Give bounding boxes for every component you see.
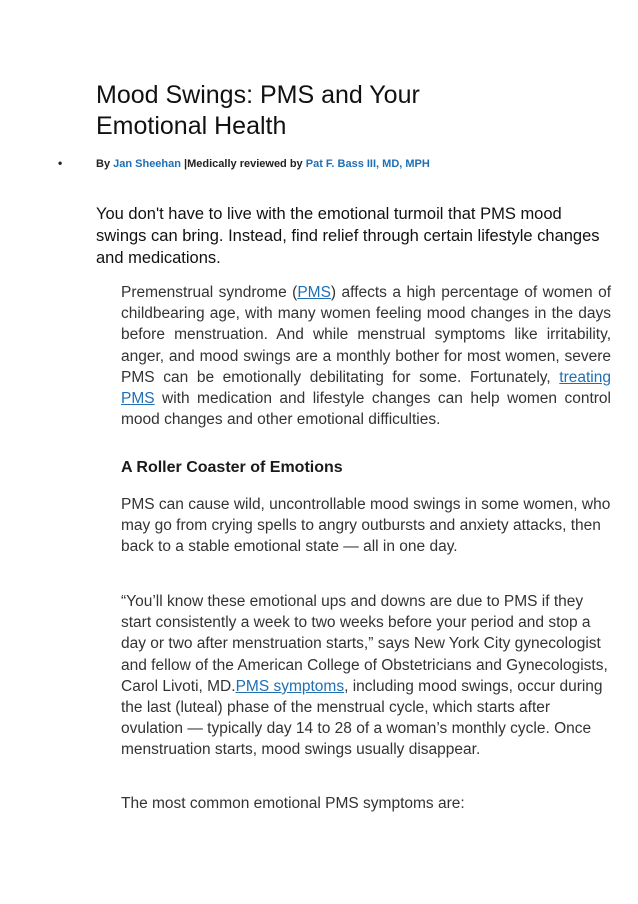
section-heading: A Roller Coaster of Emotions (121, 459, 343, 476)
pms-symptoms-link[interactable]: PMS symptoms (235, 677, 345, 695)
paragraph-3-text-b: , including mood swings, occur during the last (luteal) phase of the menstrual cycle, which starts after ovulation — typically day 14 to 28 of a woman’s monthly cycle. Once menstruation starts, mood swings usually disappear. (121, 677, 603, 759)
pms-link[interactable]: PMS (297, 284, 331, 301)
paragraph-4: The most common emotional PMS symptoms are: (121, 795, 465, 812)
byline-by: By (96, 158, 114, 170)
byline-separator: |Medically reviewed by (180, 158, 306, 170)
article-intro: You don't have to live with the emotional turmoil that PMS mood swings can bring. Instead, find relief through certain lifestyle changes and medications. (96, 205, 600, 267)
treating-pms-link[interactable]: treating PMS (121, 368, 611, 408)
article-title: Mood Swings: PMS and Your Emotional Health (96, 81, 420, 140)
paragraph-1-text-a: Premenstrual syndrome ( (121, 284, 298, 301)
paragraph-1-text-c: with medication and lifestyle changes can help women control mood changes and other emotional difficulties. (121, 390, 611, 429)
paragraph-3-text-a: “You’ll know these emotional ups and downs are due to PMS if they start consistently a week to two weeks before your period and stop a day or two after menstruation starts,” says New York City gynecologist and fellow of the American College of Obstetricians and Gynecologists, Carol Livoti, MD. (121, 593, 608, 695)
paragraph-1 (121, 282, 611, 430)
reviewer-link[interactable]: Pat F. Bass III, MD, MPH (305, 158, 430, 170)
author-link[interactable]: Jan Sheehan (113, 158, 181, 170)
byline-bullet: • (58, 156, 63, 170)
paragraph-1-text-b: ) affects a high percentage of women of childbearing age, with many women feeling mood changes in the days before menstruation. And while menstrual symptoms like irritability, anger, and mood swings are a monthly bother for most women, severe PMS can be emotionally debilitating for some. Fortunately, (121, 284, 611, 386)
paragraph-3 (121, 591, 611, 761)
paragraph-2: PMS can cause wild, uncontrollable mood swings in some women, who may go from crying spells to angry outbursts and anxiety attacks, then back to a stable emotional state — all in one day. (121, 496, 611, 556)
byline (58, 156, 430, 170)
